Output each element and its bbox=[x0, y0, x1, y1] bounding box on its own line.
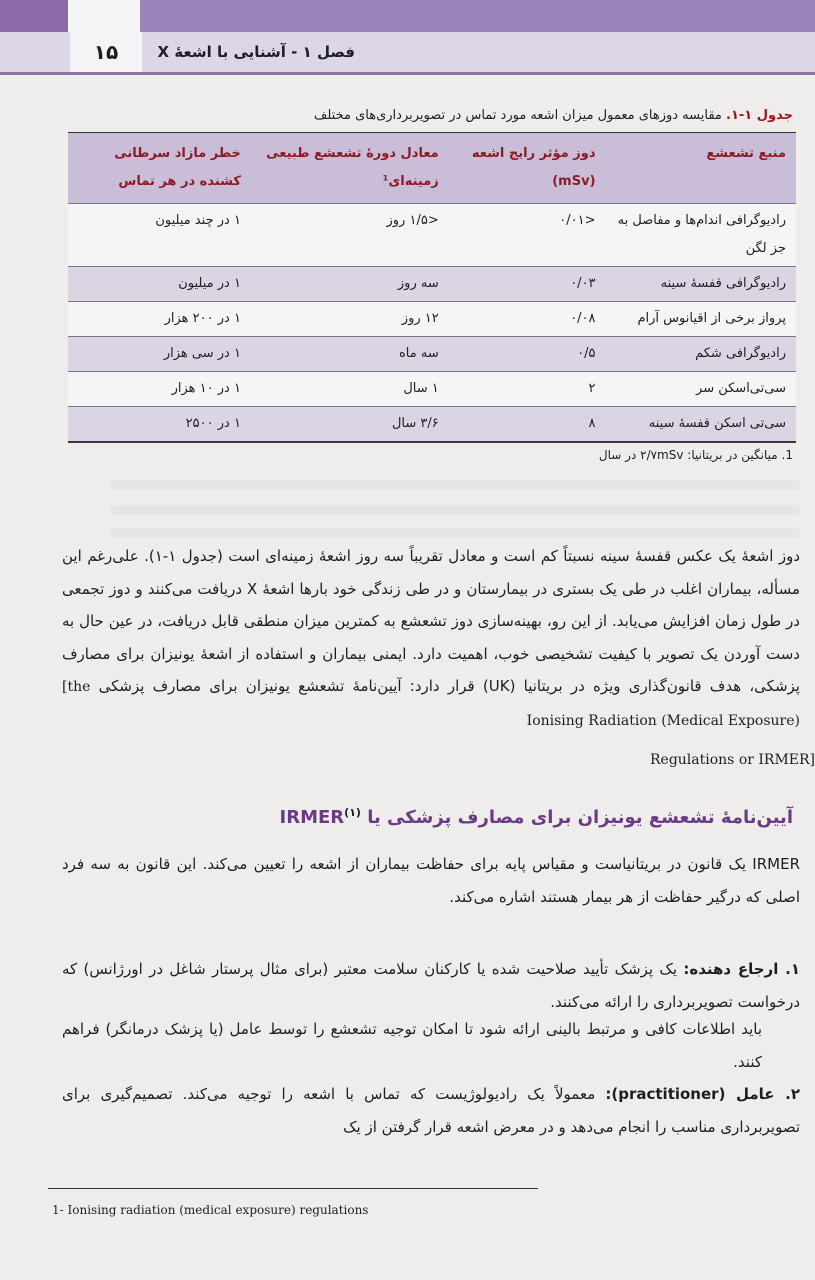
cell-background: ۳/۶ سال bbox=[251, 407, 449, 443]
body-paragraph bbox=[62, 540, 800, 737]
table-header-row bbox=[68, 133, 796, 204]
top-bar-purple-block bbox=[140, 0, 815, 32]
body-paragraph-text: دوز اشعهٔ یک عکس قفسهٔ سینه نسبتاً کم است و معادل تقریباً سه روز اشعهٔ زمینه‌ای است (جدول ۱-۱). علی‌رغم این مسأله، بیماران اغلب در طی یک بستری در بیمارستان و در طی زندگی خود بارها اشعهٔ X دریافت می‌کنند و دوز تجمعی در طول زمان افزایش می‌یابد. از این رو، بهینه‌سازی دوز تشعشع به کمترین میزان منطقی قابل دریافت، در عین حال به دست آوردن یک تصویر با کیفیت تشخیصی خوب، اهمیت دارد. ایمنی بیماران و استفاده از اشعهٔ یونیزان برای مصارف پزشکی، هدف قانون‌گذاری ویژه در بریتانیا (UK) قرار دارد: آیین‌نامهٔ تشعشع یونیزان برای مصارف پزشکی bbox=[62, 547, 800, 695]
cell-background: ۱ سال bbox=[251, 372, 449, 407]
list-item bbox=[62, 953, 800, 1018]
body-paragraph-english: [the Ionising Radiation (Medical Exposure) bbox=[62, 679, 800, 729]
header-rule bbox=[0, 72, 815, 75]
cell-dose: ۸ bbox=[449, 407, 606, 443]
cell-risk: ۱ در چند میلیون bbox=[68, 204, 251, 267]
column-header-background: معادل دورهٔ تشعشع طبیعی زمینه‌ای¹ bbox=[251, 133, 449, 204]
bleed-through-shadow bbox=[110, 528, 800, 538]
list-item-label: ۱. ارجاع دهنده: bbox=[683, 960, 800, 978]
cell-dose: ۰/۰۸ bbox=[449, 302, 606, 337]
cell-dose: ۰/۵ bbox=[449, 337, 606, 372]
page-number: ۱۵ bbox=[70, 32, 142, 72]
table-row bbox=[68, 204, 796, 267]
list-item-text: یک پزشک تأیید صلاحیت شده یا کارکنان سلامت معتبر (برای مثال پرستار شاغل در اورژانس) که درخواست تصویربرداری را ارائه می‌کنند. bbox=[62, 960, 800, 1011]
bleed-through-shadow bbox=[110, 505, 800, 515]
table-row bbox=[68, 407, 796, 443]
top-bar-dark-block bbox=[0, 0, 68, 32]
page-footnote: 1- Ionising radiation (medical exposure) regulations bbox=[52, 1203, 369, 1217]
cell-background: سه روز bbox=[251, 267, 449, 302]
dose-comparison-table bbox=[68, 132, 796, 443]
irmer-paragraph: IRMER یک قانون در بریتانیاست و مقیاس پایه برای حفاظت بیماران از اشعه را تعیین می‌کند. این قانون به سه فرد اصلی که درگیر حفاظت از هر بیمار هستند اشاره می‌کند. bbox=[62, 855, 800, 906]
table-caption-number: جدول ۱-۱. bbox=[726, 108, 793, 123]
section-heading-footnote-mark: (۱) bbox=[344, 806, 361, 819]
cell-background: <۱/۵ روز bbox=[251, 204, 449, 267]
cell-source: رادیوگرافی قفسهٔ سینه bbox=[606, 267, 796, 302]
cell-risk: ۱ در ۲۰۰ هزار bbox=[68, 302, 251, 337]
cell-background: سه ماه bbox=[251, 337, 449, 372]
section-heading-text: آیین‌نامهٔ تشعشع یونیزان برای مصارف پزشکی یا IRMER bbox=[279, 807, 793, 828]
cell-dose: <۰/۰۱ bbox=[449, 204, 606, 267]
cell-risk: ۱ در ۲۵۰۰ bbox=[68, 407, 251, 443]
column-header-source: منبع تشعشع bbox=[606, 133, 796, 204]
bleed-through-shadow bbox=[110, 480, 800, 490]
table-caption bbox=[314, 108, 793, 123]
cell-background: ۱۲ روز bbox=[251, 302, 449, 337]
table-caption-text: مقایسه دوزهای معمول میزان اشعه مورد تماس در تصویربرداری‌های مختلف bbox=[313, 108, 726, 123]
table-row bbox=[68, 372, 796, 407]
cell-risk: ۱ در میلیون bbox=[68, 267, 251, 302]
table-row bbox=[68, 267, 796, 302]
cell-source: سی‌تی اسکن قفسهٔ سینه bbox=[606, 407, 796, 443]
top-color-bar bbox=[0, 0, 815, 32]
footnote-rule bbox=[48, 1188, 538, 1189]
cell-source: سی‌تی‌اسکن سر bbox=[606, 372, 796, 407]
cell-risk: ۱ در ۱۰ هزار bbox=[68, 372, 251, 407]
top-bar-light-block bbox=[68, 0, 140, 32]
column-header-risk: خطر مازاد سرطانی کشنده در هر تماس bbox=[68, 133, 251, 204]
column-header-dose: دوز مؤثر رایج اشعه (mSv) bbox=[449, 133, 606, 204]
table-row bbox=[68, 302, 796, 337]
list-item-continuation: باید اطلاعات کافی و مرتبط بالینی ارائه شود تا امکان توجیه تشعشع را توسط عامل (یا پزشک درمانگر) فراهم کنند. bbox=[62, 1020, 762, 1071]
chapter-title: فصل ۱ - آشنایی با اشعهٔ X bbox=[157, 43, 355, 61]
table-footnote: 1. میانگین در بریتانیا: ۲/۷mSv در سال bbox=[598, 448, 793, 462]
table-row bbox=[68, 337, 796, 372]
body-paragraph-english-end: Regulations or IRMER] bbox=[650, 752, 815, 768]
cell-dose: ۲ bbox=[449, 372, 606, 407]
cell-source: رادیوگرافی اندام‌ها و مفاصل به جز لگن bbox=[606, 204, 796, 267]
list-item bbox=[62, 1078, 800, 1143]
cell-source: رادیوگرافی شکم bbox=[606, 337, 796, 372]
list-item-label: ۲. عامل (practitioner): bbox=[605, 1085, 800, 1103]
cell-source: پرواز برخی از اقیانوس آرام bbox=[606, 302, 796, 337]
cell-risk: ۱ در سی هزار bbox=[68, 337, 251, 372]
section-heading bbox=[280, 806, 793, 828]
list-item-text: معمولاً یک رادیولوژیست که تماس با اشعه را توجیه می‌کند. تصمیم‌گیری برای تصویربرداری مناسب را انجام می‌دهد و در معرض اشعه قرار گرفتن از یک bbox=[62, 1085, 800, 1136]
cell-dose: ۰/۰۳ bbox=[449, 267, 606, 302]
